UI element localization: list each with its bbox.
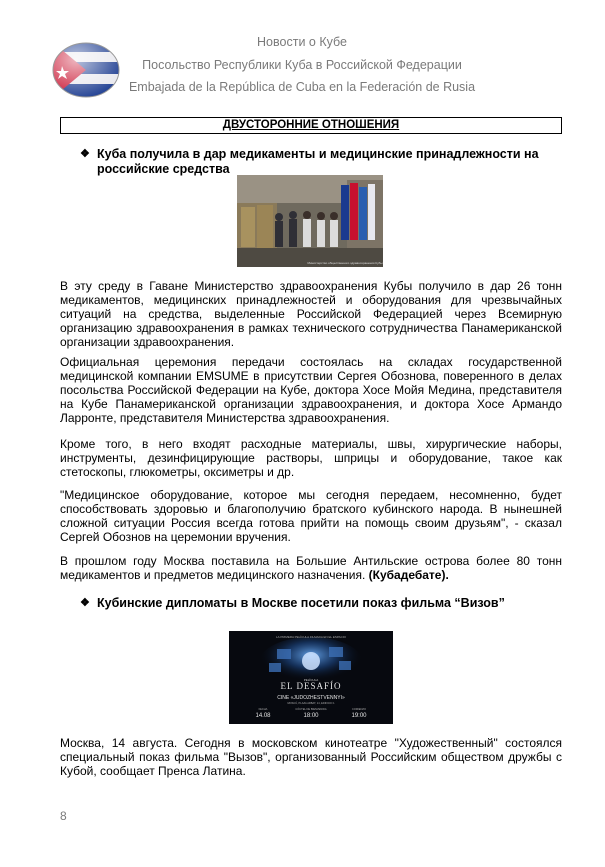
poster-col3-label: COMIENZO — [352, 708, 366, 711]
article2-headline — [80, 596, 564, 611]
article2-paragraph: Москва, 14 августа. Сегодня в московском кинотеатре "Художественный" состоялся специальный показ фильма "Вызов", организованный Российским обществом дружбы с Кубой, сообщает Пренса Латина. — [60, 736, 562, 778]
poster-tagline: LA PRIMERA PELÍCULA FILMADA EN EL ESPACIO — [275, 635, 347, 639]
article1-paragraph: В эту среду в Гаване Министерство здравоохранения Кубы получило в дар 26 тонн медикаментов, медицинских принадлежностей и оборудования для чрезвычайных ситуаций на средства, выделенные Российской Федерацией через Всемирную организацию здравоохранения в рамках технического сотрудничества Панамериканской организации здравоохранения. — [60, 279, 562, 349]
article1-paragraph: Официальная церемония передачи состоялась на складах государственной медицинской компании EMSUME в присутствии Сергея Обознова, поверенного в делах посольства Российской Федерации на Кубе, доктора Хосе Мойя Медина, представителя на Кубе Панамериканской организации здравоохранения, и доктора Хосе Армандо Ларронте, представителя Министерства здравоохранения. — [60, 355, 562, 425]
article1-headline-text: Куба получила в дар медикаменты и медицинские принадлежности на российские средства — [97, 147, 539, 176]
diamond-bullet-icon: ❖ — [80, 597, 90, 609]
poster-address: MOSCÚ, PLAZA ARBAT, 14, EDIFICIO 1 — [287, 702, 335, 705]
poster-kicker: PELÍCULA — [303, 678, 319, 682]
article1-paragraph: Кроме того, в него входят расходные материалы, швы, хирургические наборы, инструменты, дезинфицирующие растворы, шприцы и оборудование, такое как стетоскопы, глюкометры, оксиметры и др. — [60, 437, 562, 479]
article2-headline-text: Кубинские дипломаты в Москве посетили показ фильма “Визов” — [97, 596, 505, 610]
diamond-bullet-icon: ❖ — [80, 148, 90, 160]
poster-col2-label: CÓCTEL DE BIENVENIDA — [295, 708, 327, 711]
film-poster — [229, 631, 393, 724]
poster-date: 14.08 — [255, 713, 271, 719]
section-title: ДВУСТОРОННИЕ ОТНОШЕНИЯ — [60, 117, 562, 134]
article1-source: (Кубадебате). — [368, 568, 449, 582]
page-header — [0, 0, 605, 110]
poster-col1-label: FECHA — [258, 708, 268, 711]
header-embassy-ru: Посольство Республики Куба в Российской Федерации — [142, 58, 462, 72]
header-title: Новости о Кубе — [257, 35, 347, 49]
poster-title: EL DESAFÍO — [280, 681, 342, 691]
page-number: 8 — [60, 809, 67, 823]
article1-paragraph: "Медицинское оборудование, которое мы сегодня передаем, несомненно, будет способствовать здоровью и благополучию братского кубинского народа. В нынешней сложной ситуации Россия всегда готова прийти на помощь своим друзьям", - сказал Сергей Обознов на церемонии вручения. — [60, 488, 562, 544]
article1-photo — [237, 175, 383, 267]
article1-headline — [80, 147, 564, 177]
article1-last-paragraph — [60, 554, 562, 582]
header-embassy-es: Embajada de la República de Cuba en la Federación de Rusia — [128, 80, 476, 94]
article1-last-paragraph-text: В прошлом году Москва поставила на Большие Антильские острова более 80 тонн медикаментов и предметов медицинского назначения. — [60, 554, 562, 582]
poster-start-time: 19:00 — [351, 713, 367, 719]
poster-cocktail-time: 18:00 — [303, 713, 319, 719]
poster-cinema: CINE «JUDOZHESTVENNYI» — [277, 695, 345, 701]
article1-photo-caption: Министерство общественного здравоохранения Кубы — [307, 261, 383, 265]
